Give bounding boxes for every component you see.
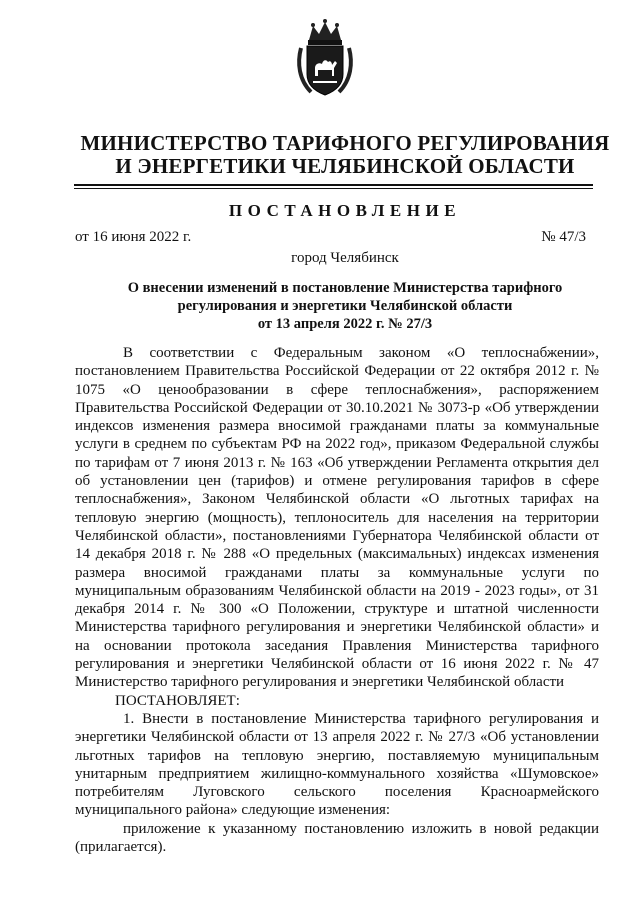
document-subject	[95, 279, 595, 333]
preamble-paragraph: В соответствии с Федеральным законом «О теплоснабжении», постановлением Правительства Российской Федерации от 22 октября 2012 г. № 1075 «О ценообразовании в сфере теплоснабжения», распоряжением Правительства Российской Федерации от 30.10.2021 № 3073-р «Об утверждении индексов изменения размера вносимой гражданами платы за коммунальные услуги в среднем по субъектам РФ на 2022 год», приказом Федеральной службы по тарифам от 7 июня 2013 г. № 163 «Об утверждении Регламента открытия дел об установлении цен (тарифов) и отмене регулирования тарифов в сфере теплоснабжения», Законом Челябинской области «О льготных тарифах на тепловую энергию (мощность), теплоноситель для населения на территории Челябинской области», постановлениями Губернатора Челябинской области от 14 декабря 2018 г. № 288 «О предельных (максимальных) индексах изменения размера вносимой гражданами платы за коммунальные услуги по муниципальным образованиям Челябинской области на 2019 - 2023 годы», от 31 декабря 2014 г. № 300 «О Положении, структуре и штатной численности Министерства тарифного регулирования и энергетики Челябинской области» и на основании протокола заседания Правления Министерства тарифного регулирования и энергетики Челябинской области от 16 июня 2022 г. № 47 Министерство тарифного регулирования и энергетики Челябинской области	[75, 345, 599, 691]
document-date: от 16 июня 2022 г.	[75, 229, 192, 245]
document-number: № 47/3	[541, 229, 586, 245]
ministry-name-line2: И ЭНЕРГЕТИКИ ЧЕЛЯБИНСКОЙ ОБЛАСТИ	[115, 154, 575, 178]
document-body	[75, 344, 599, 856]
document-type: ПОСТАНОВЛЕНИЕ	[228, 201, 462, 220]
ministry-name-line1: МИНИСТЕРСТВО ТАРИФНОГО РЕГУЛИРОВАНИЯ	[80, 131, 610, 155]
document-city: город Челябинск	[291, 250, 399, 266]
subject-line: О внесении изменений в постановление Министерства тарифного	[127, 280, 563, 296]
decree-word: ПОСТАНОВЛЯЕТ:	[115, 692, 240, 709]
item-1-paragraph: 1. Внести в постановление Министерства тарифного регулирования и энергетики Челябинской области от 13 апреля 2022 г. № 27/3 «Об установлении льготных тарифов на тепловую энергию, поставляемую муниципальным унитарным предприятием жилищно-коммунального хозяйства «Шумовское» потребителям Луговского сельского поселения Красноармейского муниципального района» следующие изменения:	[75, 710, 599, 819]
coat-of-arms-icon	[295, 18, 355, 98]
header-divider	[74, 184, 593, 186]
subject-line: регулирования и энергетики Челябинской области	[177, 298, 513, 314]
header-divider-thin	[74, 188, 593, 189]
subject-line: от 13 апреля 2022 г. № 27/3	[257, 316, 433, 332]
item-1-change-paragraph: приложение к указанному постановлению изложить в новой редакции (прилагается).	[75, 820, 599, 856]
